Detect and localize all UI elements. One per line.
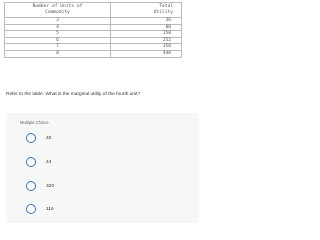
utility-table-container: [4, 2, 182, 58]
utility-cell: 150: [111, 31, 182, 38]
utility-cell: 252: [111, 37, 182, 44]
utility-table: [4, 2, 182, 58]
utility-column-header: [111, 3, 182, 18]
utility-cell: 36: [111, 18, 182, 25]
answer-option-1[interactable]: [26, 133, 176, 145]
units-header-line2: Commodity: [45, 10, 70, 15]
utility-header-line2: Utility: [153, 10, 173, 15]
utility-cell: 80: [111, 24, 182, 31]
units-cell: 4: [5, 24, 111, 31]
table-header-row: [5, 3, 182, 18]
question-text: Refer to the table. What is the marginal utility of the fourth unit?: [6, 92, 141, 97]
units-cell: 8: [5, 50, 111, 57]
answer-option-3[interactable]: [26, 181, 176, 193]
utility-cell: 350: [111, 44, 182, 51]
utility-header-line1: Total: [159, 4, 173, 9]
multiple-choice-panel: [6, 113, 199, 223]
radio-button-icon[interactable]: [26, 204, 36, 214]
table-row: [5, 50, 182, 57]
answer-option-2[interactable]: [26, 157, 176, 169]
table-row: [5, 31, 182, 38]
units-cell: 5: [5, 31, 111, 38]
radio-button-icon[interactable]: [26, 133, 36, 143]
radio-button-icon[interactable]: [26, 181, 36, 191]
answer-option-4[interactable]: [26, 204, 176, 216]
answer-option-text: 40: [46, 135, 52, 141]
units-cell: 7: [5, 44, 111, 51]
multiple-choice-label: Multiple Choice: [20, 120, 49, 125]
units-column-header: [5, 3, 111, 18]
table-row: [5, 18, 182, 25]
table-row: [5, 24, 182, 31]
utility-cell: 440: [111, 50, 182, 57]
units-header-line1: Number of Units of: [32, 4, 83, 9]
units-cell: 3: [5, 18, 111, 25]
units-cell: 6: [5, 37, 111, 44]
answer-option-text: 44: [46, 159, 52, 165]
answer-option-text: 320: [46, 183, 55, 189]
table-row: [5, 44, 182, 51]
table-row: [5, 37, 182, 44]
radio-button-icon[interactable]: [26, 157, 36, 167]
answer-option-text: 116: [46, 206, 54, 212]
